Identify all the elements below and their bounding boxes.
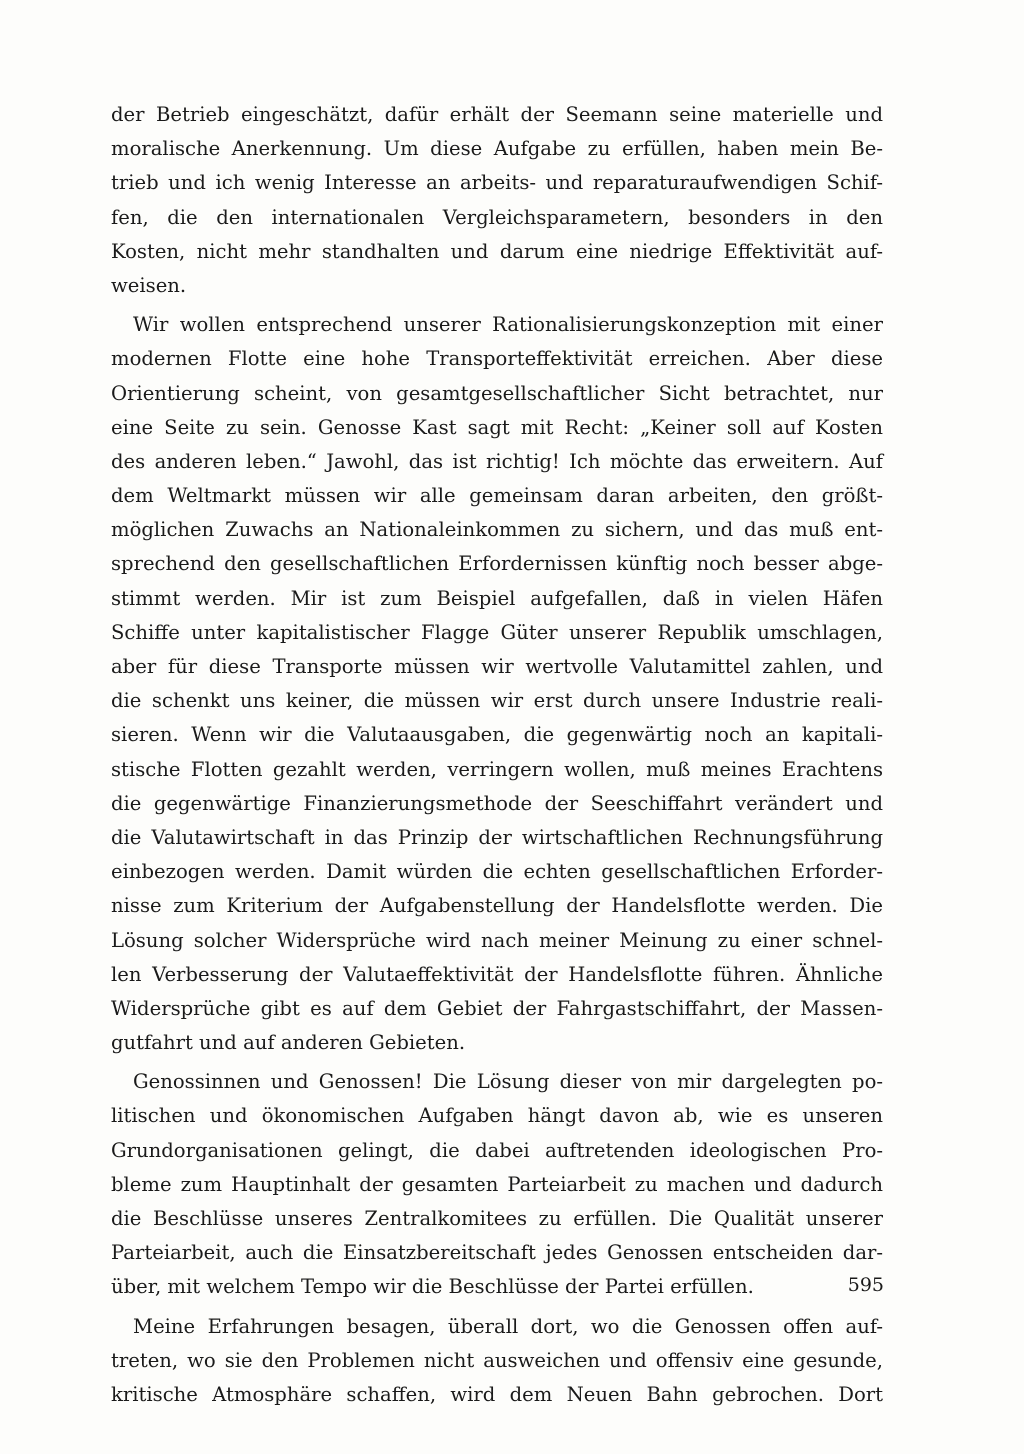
- text-line: Orientierung scheint, von gesamtgesellschaftlicher Sicht betrachtet, nur: [111, 381, 883, 405]
- text-line: weisen.: [111, 273, 187, 297]
- text-line: einbezogen werden. Damit würden die echten gesellschaftlichen Erforder-: [111, 860, 883, 884]
- text-line: die Valutawirtschaft in das Prinzip der wirtschaftlichen Rechnungsführung: [111, 825, 883, 849]
- text-line: Lösung solcher Widersprüche wird nach meiner Meinung zu einer schnel-: [111, 928, 883, 952]
- text-line: Meine Erfahrungen besagen, überall dort, wo die Genossen offen auf-: [133, 1314, 883, 1338]
- text-line: treten, wo sie den Problemen nicht ausweichen und offensiv eine gesunde,: [111, 1348, 883, 1372]
- text-line: Parteiarbeit, auch die Einsatzbereitschaft jedes Genossen entscheiden dar-: [111, 1241, 883, 1265]
- paragraph-2: [111, 308, 883, 1060]
- text-line: Schiffe unter kapitalistischer Flagge Güter unserer Republik umschlagen,: [111, 620, 883, 644]
- text-line: kritische Atmosphäre schaffen, wird dem Neuen Bahn gebrochen. Dort: [111, 1382, 883, 1406]
- text-line: Grundorganisationen gelingt, die dabei auftretenden ideologischen Pro-: [111, 1138, 883, 1162]
- text-line: stische Flotten gezahlt werden, verringern wollen, muß meines Erachtens: [111, 757, 883, 781]
- text-line: die Beschlüsse unseres Zentralkomitees zu erfüllen. Die Qualität unserer: [111, 1207, 883, 1230]
- body-text: [111, 98, 883, 1412]
- text-line: aber für diese Transporte müssen wir wertvolle Valutamittel zahlen, und: [111, 655, 883, 678]
- text-line: fen, die den internationalen Vergleichsparametern, besonders in den: [111, 205, 883, 229]
- text-line: litischen und ökonomischen Aufgaben hängt davon ab, wie es unseren: [111, 1104, 883, 1128]
- paragraph-4: [111, 1310, 883, 1413]
- text-line: sieren. Wenn wir die Valutaausgaben, die gegenwärtig noch an kapitali-: [111, 723, 883, 747]
- text-line: gutfahrt und auf anderen Gebieten.: [111, 1031, 466, 1055]
- text-line: des anderen leben.“ Jawohl, das ist richtig! Ich möchte das erweitern. Auf: [111, 449, 883, 473]
- text-line: eine Seite zu sein. Genosse Kast sagt mit Recht: „Keiner soll auf Kosten: [111, 415, 883, 439]
- text-line: modernen Flotte eine hohe Transporteffektivität erreichen. Aber diese: [111, 347, 883, 371]
- text-line: moralische Anerkennung. Um diese Aufgabe zu erfüllen, haben mein Be-: [111, 137, 883, 161]
- text-line: Kosten, nicht mehr standhalten und darum eine niedrige Effektivität auf-: [111, 239, 883, 263]
- text-line: trieb und ich wenig Interesse an arbeits- und reparaturaufwendigen Schif-: [111, 171, 883, 195]
- text-line: Wir wollen entsprechend unserer Rationalisierungskonzeption mit einer: [133, 313, 883, 337]
- text-line: nisse zum Kriterium der Aufgabenstellung der Handelsflotte werden. Die: [111, 894, 883, 918]
- text-line: sprechend den gesellschaftlichen Erfordernissen künftig noch besser abge-: [111, 552, 883, 576]
- text-line: dem Weltmarkt müssen wir alle gemeinsam daran arbeiten, den größt-: [111, 484, 883, 508]
- text-line: len Verbesserung der Valutaeffektivität der Handelsflotte führen. Ähnliche: [111, 962, 883, 986]
- text-line: über, mit welchem Tempo wir die Beschlüsse der Partei erfüllen.: [111, 1275, 754, 1299]
- text-line: Widersprüche gibt es auf dem Gebiet der Fahrgastschiffahrt, der Massen-: [111, 996, 883, 1020]
- text-line: Genossinnen und Genossen! Die Lösung dieser von mir dargelegten po-: [133, 1070, 883, 1094]
- text-line: die schenkt uns keiner, die müssen wir erst durch unsere Industrie reali-: [111, 689, 883, 713]
- text-line: stimmt werden. Mir ist zum Beispiel aufgefallen, daß in vielen Häfen: [111, 586, 883, 610]
- page-number: 595: [847, 1274, 884, 1296]
- text-line: bleme zum Hauptinhalt der gesamten Parteiarbeit zu machen und dadurch: [111, 1172, 883, 1196]
- text-line: möglichen Zuwachs an Nationaleinkommen zu sichern, und das muß ent-: [111, 518, 883, 542]
- paragraph-1: [111, 98, 883, 303]
- text-line: die gegenwärtige Finanzierungsmethode der Seeschiffahrt verändert und: [111, 791, 883, 815]
- text-line: der Betrieb eingeschätzt, dafür erhält der Seemann seine materielle und: [111, 103, 883, 126]
- paragraph-3: [111, 1065, 883, 1304]
